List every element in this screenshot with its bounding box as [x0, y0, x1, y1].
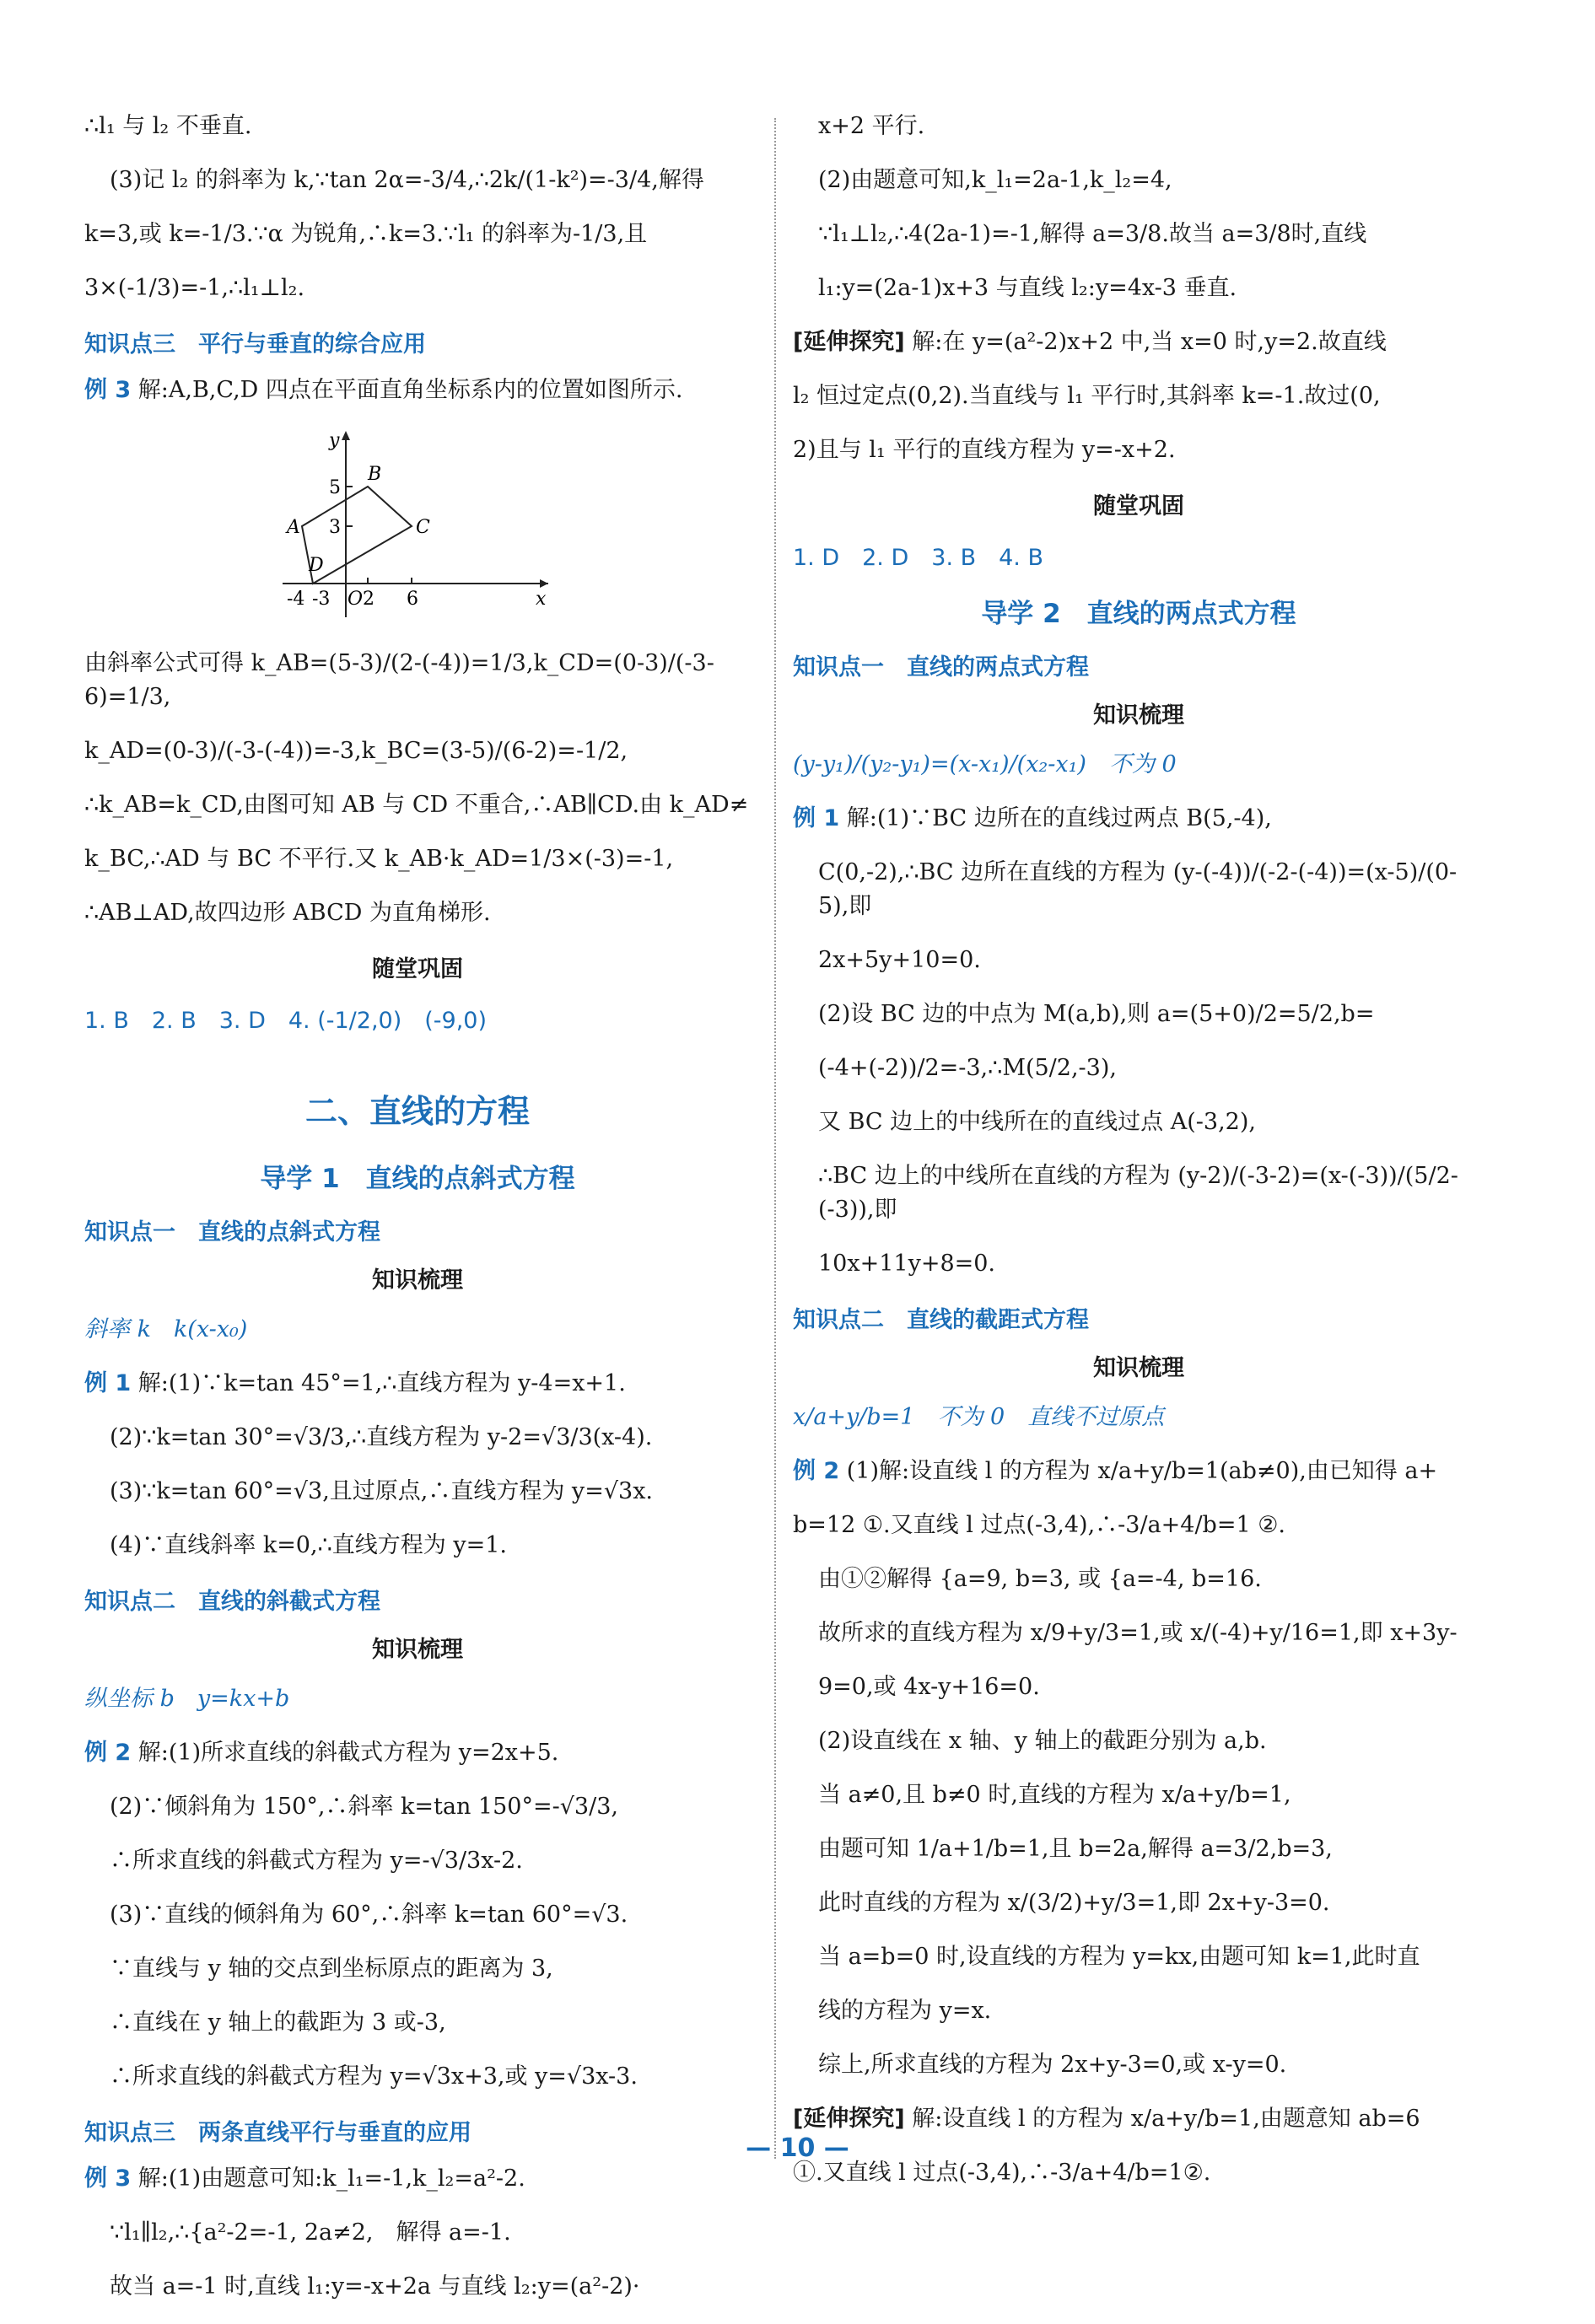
- text-line: k_BC,∴AD 与 BC 不平行.又 k_AB·k_AD=1/3×(-3)=-1,: [84, 846, 674, 872]
- knowledge-point-heading: 知识点二 直线的截距式方程: [793, 1307, 1089, 1333]
- example-3-line: [84, 2162, 751, 2196]
- text-line: 3×(-1/3)=-1,∴l₁⊥l₂.: [84, 275, 305, 301]
- tick-label-y5: 5: [329, 477, 341, 498]
- text-line: 故当 a=-1 时,直线 l₁:y=-x+2a 与直线 l₂:y=(a²-2)·: [110, 2273, 640, 2300]
- answers-line: 1. B 2. B 3. D 4. (-1/2,0) (-9,0): [84, 1008, 487, 1034]
- knowledge-point-heading: 知识点一 直线的点斜式方程: [84, 1219, 380, 1245]
- knowledge-point-heading: 知识点三 两条直线平行与垂直的应用: [84, 2120, 471, 2146]
- extension-tag: [延伸探究]: [793, 329, 905, 355]
- text-line: ∴所求直线的斜截式方程为 y=-√3/3x-2.: [110, 1848, 523, 1874]
- knowledge-point-heading: 知识点一 直线的两点式方程: [793, 654, 1089, 681]
- example-2-line: [84, 1736, 751, 1770]
- text-line: 2x+5y+10=0.: [818, 947, 981, 973]
- section-heading: 知识梳理: [1093, 702, 1184, 729]
- text-line: (-4+(-2))/2=-3,∴M(5/2,-3),: [818, 1055, 1117, 1081]
- example-text: 解:(1)由题意可知:k_l₁=-1,k_l₂=a²-2.: [131, 2165, 525, 2192]
- text-line: ∴所求直线的斜截式方程为 y=√3x+3,或 y=√3x-3.: [110, 2063, 638, 2090]
- text-line: 由题可知 1/a+1/b=1,且 b=2a,解得 a=3/2,b=3,: [818, 1836, 1333, 1862]
- x-axis-label: x: [536, 589, 547, 610]
- text-line: 又 BC 边上的中线所在的直线过点 A(-3,2),: [818, 1109, 1256, 1135]
- tick-label-y3: 3: [329, 517, 341, 538]
- chapter-title: 二、直线的方程: [304, 1093, 530, 1130]
- text-line: 故所求的直线方程为 x/9+y/3=1,或 x/(-4)+y/16=1,即 x+3y-: [818, 1620, 1458, 1646]
- x-axis-arrow: [540, 579, 548, 588]
- example-text: 解:(1)∵k=tan 45°=1,∴直线方程为 y-4=x+1.: [131, 1370, 626, 1396]
- review-heading: 随堂巩固: [372, 956, 463, 982]
- example-tag: 例 3: [84, 377, 132, 403]
- extension-line: [793, 2102, 1485, 2136]
- text-line: ∴k_AB=k_CD,由图可知 AB 与 CD 不重合,∴AB∥CD.由 k_AD≠: [84, 792, 749, 818]
- example-1-line: [84, 1367, 751, 1401]
- example-2-line: [793, 1455, 1485, 1488]
- section-heading: 知识梳理: [372, 1637, 463, 1663]
- text-line: (2)设直线在 x 轴、y 轴上的截距分别为 a,b.: [818, 1728, 1267, 1754]
- guide-title: 导学 2 直线的两点式方程: [981, 599, 1296, 629]
- answers-line: 1. D 2. D 3. B 4. B: [793, 545, 1043, 571]
- y-axis-label: y: [329, 430, 340, 451]
- tick-label-xm3: -3: [312, 589, 331, 610]
- example-tag: 例 1: [793, 805, 840, 831]
- extension-tag: [延伸探究]: [793, 2106, 905, 2132]
- fill-answer: 纵坐标 b y=kx+b: [84, 1686, 290, 1712]
- text-line: (2)∵倾斜角为 150°,∴斜率 k=tan 150°=-√3/3,: [110, 1794, 618, 1820]
- tick-label-x6: 6: [407, 589, 418, 610]
- review-heading: 随堂巩固: [1093, 493, 1184, 519]
- example-text: 解:(1)所求直线的斜截式方程为 y=2x+5.: [131, 1740, 559, 1766]
- text-line: 9=0,或 4x-y+16=0.: [818, 1674, 1040, 1700]
- text-line: ①.又直线 l 过点(-3,4),∴-3/a+4/b=1②.: [793, 2160, 1211, 2186]
- text-line: 当 a=b=0 时,设直线的方程为 y=kx,由题可知 k=1,此时直: [818, 1944, 1420, 1970]
- text-line: (4)∵直线斜率 k=0,∴直线方程为 y=1.: [110, 1532, 507, 1558]
- coordinate-figure: [278, 428, 557, 621]
- guide-title: 导学 1 直线的点斜式方程: [260, 1164, 575, 1194]
- example-text: 解:(1)∵BC 边所在的直线过两点 B(5,-4),: [839, 805, 1272, 831]
- text-line: k=3,或 k=-1/3.∵α 为锐角,∴k=3.∵l₁ 的斜率为-1/3,且: [84, 221, 648, 247]
- example-text: 解:A,B,C,D 四点在平面直角坐标系内的位置如图所示.: [131, 377, 683, 403]
- text-line: 此时直线的方程为 x/(3/2)+y/3=1,即 2x+y-3=0.: [818, 1890, 1330, 1916]
- fill-answer: (y-y₁)/(y₂-y₁)=(x-x₁)/(x₂-x₁) 不为 0: [793, 751, 1177, 777]
- tick-label-x2: 2: [363, 589, 375, 610]
- text-line: b=12 ①.又直线 l 过点(-3,4),∴-3/a+4/b=1 ②.: [793, 1512, 1285, 1538]
- example-tag: 例 3: [84, 2165, 132, 2192]
- knowledge-point-heading: 知识点三 平行与垂直的综合应用: [84, 331, 426, 358]
- text-line: (2)由题意可知,k_l₁=2a-1,k_l₂=4,: [818, 167, 1172, 193]
- page-number: — 10 —: [746, 2133, 849, 2163]
- text-line: (2)∵k=tan 30°=√3/3,∴直线方程为 y-2=√3/3(x-4).: [110, 1424, 653, 1450]
- text-line: l₁:y=(2a-1)x+3 与直线 l₂:y=4x-3 垂直.: [818, 275, 1237, 301]
- extension-text: 解:设直线 l 的方程为 x/a+y/b=1,由题意知 ab=6: [904, 2106, 1420, 2132]
- text-line: 线的方程为 y=x.: [818, 1998, 992, 2024]
- example-text: (1)解:设直线 l 的方程为 x/a+y/b=1(ab≠0),由已知得 a+: [839, 1458, 1438, 1484]
- knowledge-point-heading: 知识点二 直线的斜截式方程: [84, 1589, 380, 1615]
- text-line: x+2 平行.: [818, 113, 925, 139]
- point-d-label: D: [309, 555, 324, 576]
- right-column: [793, 110, 1485, 2210]
- text-line: k_AD=(0-3)/(-3-(-4))=-3,k_BC=(3-5)/(6-2)=-1/2,: [84, 738, 628, 764]
- left-column: [84, 110, 751, 2324]
- y-axis-arrow: [342, 431, 350, 440]
- text-line: ∵l₁⊥l₂,∴4(2a-1)=-1,解得 a=3/8.故当 a=3/8时,直线: [818, 221, 1367, 247]
- text-line: ∴l₁ 与 l₂ 不垂直.: [84, 113, 252, 139]
- text-line: 当 a≠0,且 b≠0 时,直线的方程为 x/a+y/b=1,: [818, 1782, 1291, 1808]
- text-line: ∵直线与 y 轴的交点到坐标原点的距离为 3,: [110, 1955, 553, 1982]
- fill-answer: 斜率 k k(x-x₀): [84, 1316, 248, 1342]
- text-line: l₂ 恒过定点(0,2).当直线与 l₁ 平行时,其斜率 k=-1.故过(0,: [793, 383, 1381, 409]
- fill-answer: x/a+y/b=1 不为 0 直线不过原点: [793, 1404, 1165, 1430]
- origin-label: O: [348, 589, 364, 610]
- text-line: ∵l₁∥l₂,∴{a²-2=-1, 2a≠2, 解得 a=-1.: [110, 2219, 511, 2246]
- text-line: C(0,-2),∴BC 边所在直线的方程为 (y-(-4))/(-2-(-4))=(x-5)/(0-5),即: [818, 859, 1458, 919]
- text-line: 由斜率公式可得 k_AB=(5-3)/(2-(-4))=1/3,k_CD=(0-3)/(-3-6)=1/3,: [84, 650, 714, 710]
- column-divider: [774, 118, 776, 2159]
- text-line: 综上,所求直线的方程为 2x+y-3=0,或 x-y=0.: [818, 2052, 1287, 2078]
- point-b-label: B: [368, 464, 382, 485]
- extension-text: 解:在 y=(a²-2)x+2 中,当 x=0 时,y=2.故直线: [904, 329, 1387, 355]
- text-line: 2)且与 l₁ 平行的直线方程为 y=-x+2.: [793, 437, 1176, 463]
- point-c-label: C: [416, 517, 430, 538]
- example-tag: 例 2: [84, 1740, 132, 1766]
- text-line: (3)∵直线的倾斜角为 60°,∴斜率 k=tan 60°=√3.: [110, 1902, 628, 1928]
- text-line: (3)∵k=tan 60°=√3,且过原点,∴直线方程为 y=√3x.: [110, 1478, 654, 1504]
- section-heading: 知识梳理: [1093, 1355, 1184, 1381]
- section-heading: 知识梳理: [372, 1267, 463, 1294]
- example-1-line: [793, 802, 1485, 836]
- text-line: ∴AB⊥AD,故四边形 ABCD 为直角梯形.: [84, 900, 491, 926]
- text-line: 由①②解得 {a=9, b=3, 或 {a=-4, b=16.: [818, 1566, 1262, 1592]
- text-line: 10x+11y+8=0.: [818, 1251, 996, 1277]
- text-line: (2)设 BC 边的中点为 M(a,b),则 a=(5+0)/2=5/2,b=: [818, 1001, 1375, 1027]
- example-3-intro: [84, 374, 751, 407]
- extension-line: [793, 325, 1485, 359]
- text-line: ∴BC 边上的中线所在直线的方程为 (y-2)/(-3-2)=(x-(-3))/(5/2-(-3)),即: [818, 1163, 1458, 1223]
- text-line: (3)记 l₂ 的斜率为 k,∵tan 2α=-3/4,∴2k/(1-k²)=-3/4,解得: [110, 167, 704, 193]
- example-tag: 例 1: [84, 1370, 132, 1396]
- point-a-label: A: [287, 517, 300, 538]
- tick-label-xm4: -4: [287, 589, 305, 610]
- text-line: ∴直线在 y 轴上的截距为 3 或-3,: [110, 2009, 446, 2036]
- example-tag: 例 2: [793, 1458, 840, 1484]
